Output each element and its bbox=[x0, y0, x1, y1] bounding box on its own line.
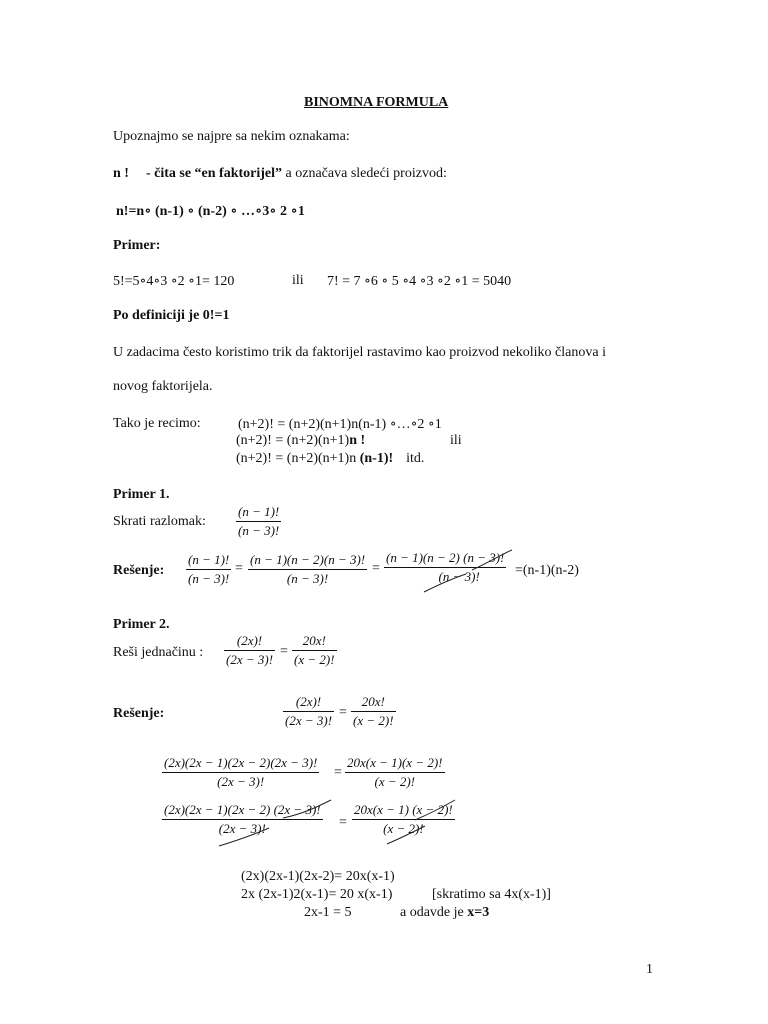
primer2-line-c-mid bbox=[400, 905, 489, 921]
primer1-eq-2: = bbox=[372, 561, 380, 576]
primer2-line-a: (2x)(2x-1)(2x-2)= 20x(x-1) bbox=[241, 869, 395, 884]
primer1-sol-den-1: (n − 3)! bbox=[188, 571, 230, 586]
trick-line-2: novog faktorijela. bbox=[113, 379, 213, 394]
primer-heading: Primer: bbox=[113, 238, 161, 253]
primer1-sol-num-1: (n − 1)! bbox=[186, 552, 231, 570]
primer1-sol-frac-2 bbox=[248, 552, 367, 587]
tako-label: Tako je recimo: bbox=[113, 416, 201, 431]
page-number: 1 bbox=[646, 962, 653, 977]
primer1-fraction bbox=[236, 504, 281, 539]
primer1-sol-num-2: (n − 1)(n − 2)(n − 3)! bbox=[248, 552, 367, 570]
primer1-sol-den-3: (n − 3)! bbox=[438, 569, 480, 584]
primer-left: 5!=5∘4∘3 ∘2 ∘1= 120 bbox=[113, 274, 235, 289]
tako-line-2-a: (n+2)! = (n+2)(n+1) bbox=[236, 433, 350, 448]
definition-zero-factorial: Po definiciji je 0!=1 bbox=[113, 308, 230, 323]
primer2-exp2-rnum: 20x(x − 1) (x − 2)! bbox=[352, 802, 455, 820]
primer1-task: Skrati razlomak: bbox=[113, 514, 206, 529]
primer2-exp2-rden: (x − 2)! bbox=[383, 821, 424, 836]
tako-line-3-a: (n+2)! = (n+2)(n+1)n bbox=[236, 451, 360, 466]
tako-line-2-b: n ! bbox=[349, 433, 366, 448]
primer2-line-b-note: [skratimo sa 4x(x-1)] bbox=[432, 887, 551, 902]
primer2-sol-lden: (2x − 3)! bbox=[285, 713, 333, 728]
primer2-task-eq: = bbox=[280, 644, 288, 659]
primer2-sol-right bbox=[351, 694, 396, 729]
primer2-line-c: 2x-1 = 5 bbox=[304, 905, 352, 920]
tako-line-2-ili: ili bbox=[450, 433, 462, 448]
primer1-sol-frac-3 bbox=[384, 550, 506, 585]
primer2-exp2-lnum: (2x)(2x − 1)(2x − 2) (2x − 3)! bbox=[162, 802, 323, 820]
primer2-line-b: 2x (2x-1)2(x-1)= 20 x(x-1) bbox=[241, 887, 393, 902]
trick-line-1: U zadacima često koristimo trik da faktorijel rastavimo kao proizvod nekoliko članova i bbox=[113, 345, 606, 360]
primer1-result: =(n-1)(n-2) bbox=[515, 563, 579, 578]
primer2-exp2-left bbox=[162, 802, 323, 837]
primer1-sol-den-2: (n − 3)! bbox=[286, 571, 329, 586]
factorial-symbol: n ! bbox=[113, 166, 129, 181]
primer2-task-rnum: 20x! bbox=[292, 633, 337, 651]
intro-text: Upoznajmo se najpre sa nekim oznakama: bbox=[113, 129, 350, 144]
tako-line-1: (n+2)! = (n+2)(n+1)n(n-1) ∘…∘2 ∘1 bbox=[238, 417, 442, 432]
primer1-frac-num: (n − 1)! bbox=[236, 504, 281, 522]
primer1-eq-1: = bbox=[235, 561, 243, 576]
primer-right: 7! = 7 ∘6 ∘ 5 ∘4 ∘3 ∘2 ∘1 = 5040 bbox=[327, 274, 512, 289]
primer2-task-left bbox=[224, 633, 275, 668]
primer2-resenje: Rešenje: bbox=[113, 706, 165, 721]
primer2-sol-lnum: (2x)! bbox=[283, 694, 334, 712]
primer2-task-rden: (x − 2)! bbox=[294, 652, 335, 667]
tako-line-3-c: itd. bbox=[406, 451, 425, 466]
primer-mid: ili bbox=[292, 273, 304, 288]
primer2-sol-rden: (x − 2)! bbox=[353, 713, 394, 728]
primer2-task-right bbox=[292, 633, 337, 668]
primer2-exp1-rden: (x − 2)! bbox=[374, 774, 416, 789]
tako-line-3-b: (n-1)! bbox=[359, 451, 394, 466]
primer2-exp1-eq: = bbox=[334, 765, 342, 780]
primer1-sol-num-3: (n − 1)(n − 2) (n − 3)! bbox=[384, 550, 506, 568]
primer2-exp2-right bbox=[352, 802, 455, 837]
factorial-rest: a označava sledeći proizvod: bbox=[285, 166, 447, 181]
primer2-sol-left bbox=[283, 694, 334, 729]
primer2-sol-rnum: 20x! bbox=[351, 694, 396, 712]
tako-line-3 bbox=[236, 451, 424, 467]
primer2-answer: x=3 bbox=[467, 905, 490, 920]
factorial-reading: - čita se “en faktorijel” bbox=[145, 166, 283, 181]
primer1-sol-frac-1 bbox=[186, 552, 231, 587]
factorial-definition bbox=[113, 166, 447, 182]
primer2-exp1-lnum: (2x)(2x − 1)(2x − 2)(2x − 3)! bbox=[162, 755, 319, 773]
factorial-formula: n!=n∘ (n-1) ∘ (n-2) ∘ …∘3∘ 2 ∘1 bbox=[116, 204, 305, 219]
primer2-exp2-eq: = bbox=[339, 815, 347, 830]
primer2-exp1-left bbox=[162, 755, 319, 790]
primer1-heading: Primer 1. bbox=[113, 487, 170, 502]
primer2-task: Reši jednačinu : bbox=[113, 645, 204, 660]
primer2-sol-eq: = bbox=[339, 705, 347, 720]
tako-line-2 bbox=[236, 433, 365, 449]
primer2-exp1-lden: (2x − 3)! bbox=[217, 774, 265, 789]
primer2-exp1-right bbox=[345, 755, 445, 790]
primer2-line-c-text: a odavde je bbox=[400, 905, 464, 920]
primer2-exp1-rnum: 20x(x − 1)(x − 2)! bbox=[345, 755, 445, 773]
primer1-resenje: Rešenje: bbox=[113, 563, 165, 578]
primer2-task-lden: (2x − 3)! bbox=[226, 652, 274, 667]
primer1-frac-den: (n − 3)! bbox=[238, 523, 280, 538]
primer2-task-lnum: (2x)! bbox=[224, 633, 275, 651]
page-title: BINOMNA FORMULA bbox=[304, 95, 449, 110]
primer2-exp2-lden: (2x − 3)! bbox=[218, 821, 266, 836]
primer2-heading: Primer 2. bbox=[113, 617, 170, 632]
